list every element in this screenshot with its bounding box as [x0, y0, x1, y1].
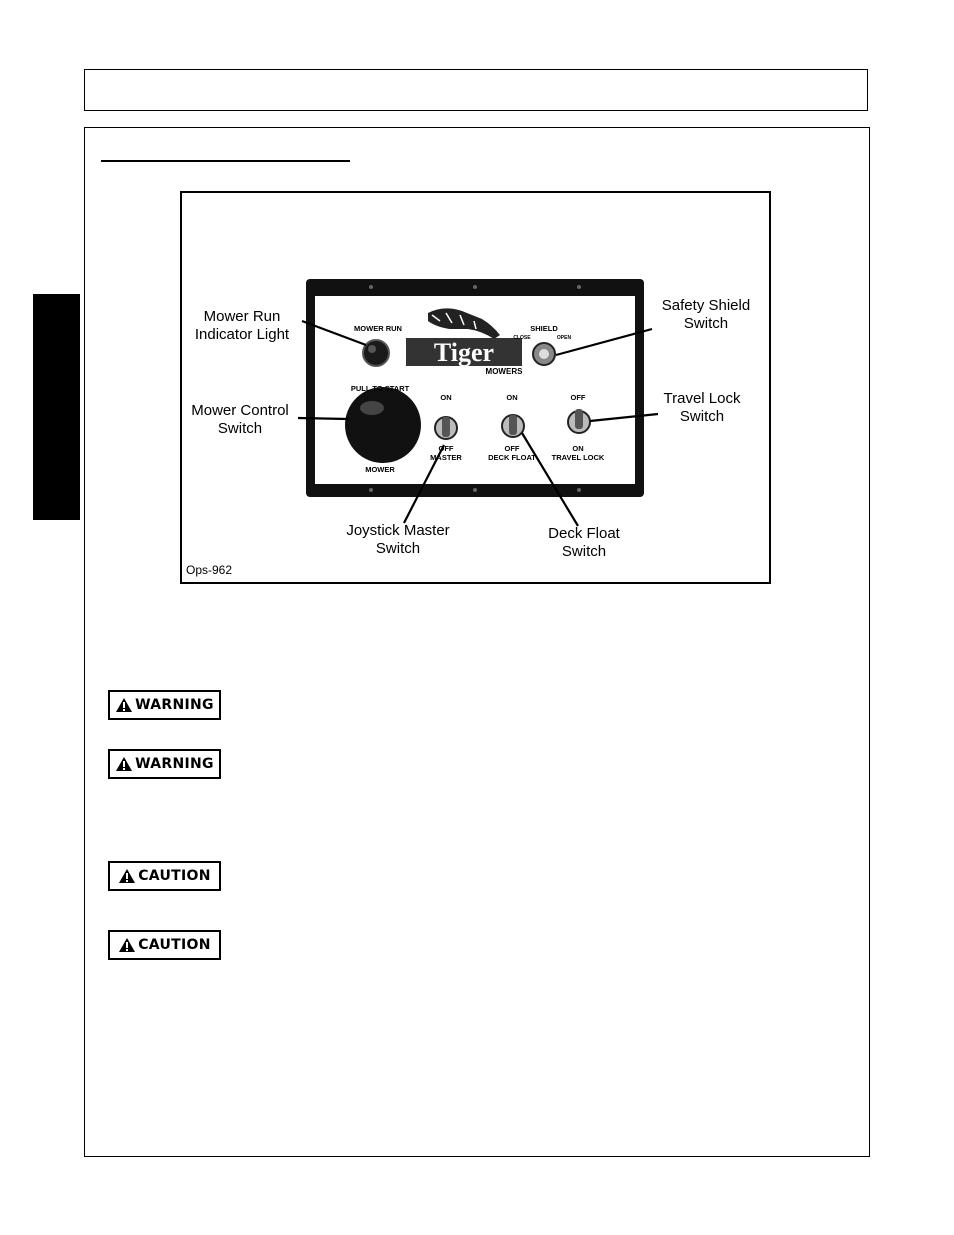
leader-mower-control [298, 418, 348, 419]
caution-sign [108, 861, 221, 891]
warning-triangle-icon [115, 756, 133, 772]
sign-label: WARNING [135, 697, 214, 713]
label-mower: MOWER [365, 465, 395, 474]
label-deck-float: DECK FLOAT [488, 453, 536, 462]
label-mower-run: MOWER RUN [354, 324, 402, 333]
figure-id: Ops-962 [186, 563, 233, 577]
page-header-box [84, 69, 868, 111]
caution-triangle-icon [118, 868, 136, 884]
deck-float-toggle-switch [502, 415, 524, 437]
callout-mower-control: Mower Control Switch [191, 402, 289, 437]
label-deck-off: OFF [504, 444, 520, 453]
callout-safety-shield: Safety Shield Switch [661, 297, 751, 332]
label-pull-to-start: PULL TO START [350, 384, 410, 393]
sign-label: WARNING [135, 756, 214, 772]
label-travel-lock: TRAVEL LOCK [551, 453, 605, 462]
warning-sign [108, 690, 221, 720]
callout-mower-run: Mower Run Indicator Light [194, 308, 290, 343]
callout-joystick-master: Joystick Master Switch [346, 522, 450, 557]
label-shield-close: CLOSE [513, 335, 531, 341]
label-deck-on: ON [506, 393, 518, 402]
sign-label: CAUTION [138, 868, 211, 884]
master-toggle-switch [435, 417, 457, 439]
section-side-tab [33, 294, 80, 520]
sign-label: CAUTION [138, 937, 211, 953]
warning-triangle-icon [115, 697, 133, 713]
label-travel-off: OFF [570, 393, 586, 402]
label-shield-open: OPEN [556, 335, 572, 341]
caution-sign [108, 930, 221, 960]
callout-travel-lock: Travel Lock Switch [663, 390, 741, 425]
control-panel-illustration [182, 193, 769, 582]
label-master: MASTER [430, 453, 462, 462]
label-master-on: ON [440, 393, 452, 402]
label-master-off: OFF [438, 444, 454, 453]
callout-deck-float: Deck Float Switch [548, 525, 620, 560]
warning-sign [108, 749, 221, 779]
label-shield: SHIELD [530, 324, 558, 333]
panel-brand-sub: MOWERS [485, 367, 523, 376]
mower-control-knob [345, 387, 421, 463]
caution-triangle-icon [118, 937, 136, 953]
mower-run-indicator-light [363, 340, 389, 366]
section-title-rule [101, 160, 350, 162]
control-panel-figure [180, 191, 771, 584]
label-travel-on: ON [572, 444, 584, 453]
panel-brand-text: Tiger [433, 338, 495, 367]
